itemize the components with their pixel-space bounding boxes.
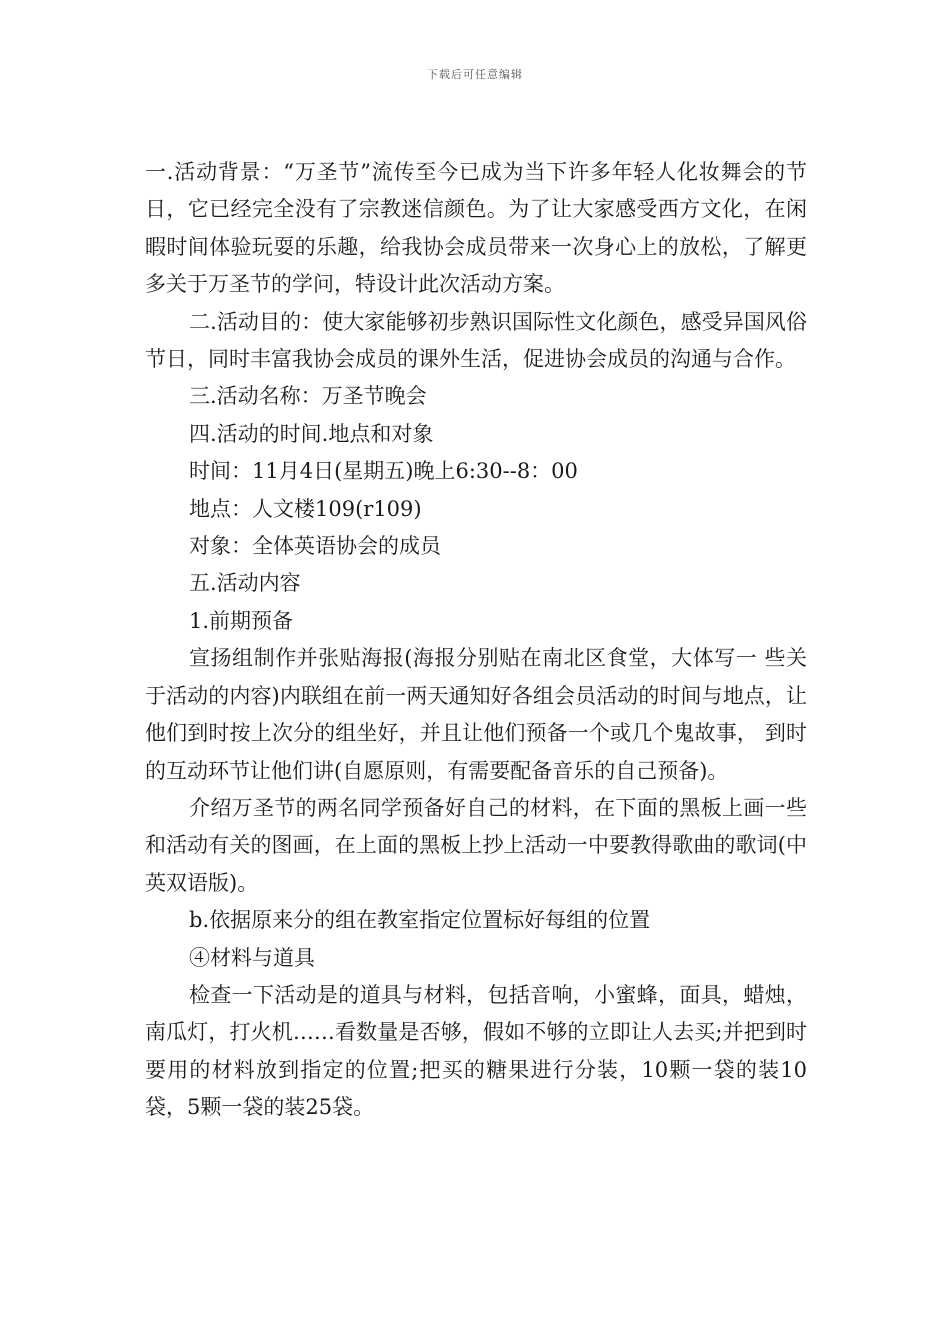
paragraph-preparation-heading: 1.前期预备 [189,608,294,633]
document-body [145,154,807,1127]
paragraph-time: 时间：11月4日(星期五)晚上6:30--8：00 [189,459,578,484]
paragraph-time-place-heading: 四.活动的时间.地点和对象 [189,421,434,446]
paragraph-group-positions: b.依据原来分的组在教室指定位置标好每组的位置 [189,908,651,933]
paragraph-audience: 对象：全体英语协会的成员 [189,534,441,559]
paragraph-background: 一.活动背景：“万圣节”流传至今已成为当下许多年轻人化妆舞会的节日，它已经完全没有了宗教迷信颜色。为了让大家感受西方文化，在闲暇时间体验玩耍的乐趣，给我协会成员带来一次身心上的放松，了解更多关于万圣节的学问，特设计此次活动方案。 [145,160,807,297]
paragraph-purpose: 二.活动目的：使大家能够初步熟识国际性文化颜色，感受异国风俗节日，同时丰富我协会成员的课外生活，促进协会成员的沟通与合作。 [145,309,807,372]
paragraph-content-heading: 五.活动内容 [189,571,301,596]
paragraph-place: 地点：人文楼109(r109) [189,496,422,521]
paragraph-introduction: 介绍万圣节的两名同学预备好自己的材料，在下面的黑板上画一些和活动有关的图画，在上面的黑板上抄上活动一中要教得歌曲的歌词(中英双语版)。 [145,795,807,895]
paragraph-materials-check: 检查一下活动是的道具与材料，包括音响，小蜜蜂，面具，蜡烛，南瓜灯，打火机……看数量是否够，假如不够的立即让人去买;并把到时要用的材料放到指定的位置;把买的糖果进行分装，10颗一袋的装10袋，5颗一袋的装25袋。 [145,982,807,1120]
paragraph-publicity: 宣扬组制作并张贴海报(海报分别贴在南北区食堂，大体写一 些关于活动的内容)内联组在前一两天通知好各组会员活动的时间与地点，让他们到时按上次分的组坐好，并且让他们预备一个或几个鬼故事， 到时的互动环节让他们讲(自愿原则，有需要配备音乐的自己预备)。 [145,646,807,783]
paragraph-event-name: 三.活动名称：万圣节晚会 [189,384,427,409]
page-header: 下载后可任意编辑 [427,68,523,81]
paragraph-materials-heading: ④材料与道具 [189,945,315,970]
